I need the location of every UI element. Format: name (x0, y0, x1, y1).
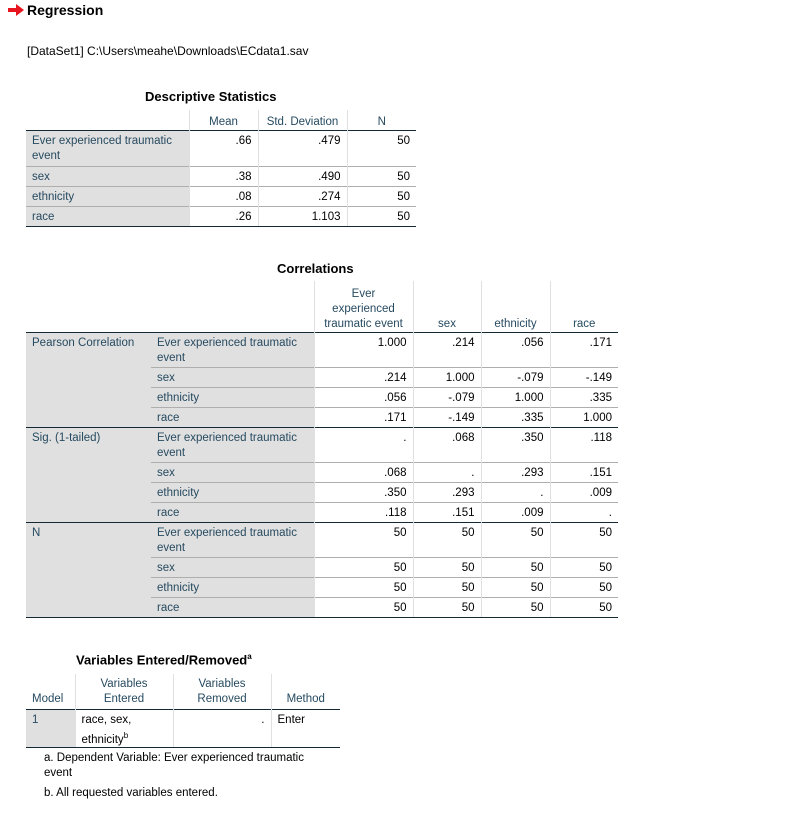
col-header: Mean (189, 110, 258, 130)
row-label: sex (151, 462, 314, 482)
cell: .08 (189, 186, 258, 206)
table-row (26, 206, 416, 226)
variables-entered-table (26, 674, 340, 748)
col-header: Std. Deviation (258, 110, 347, 130)
cell: 50 (550, 522, 618, 557)
cell: .293 (413, 482, 481, 502)
table-row (26, 709, 340, 748)
cell: 1.000 (481, 387, 550, 407)
table-row (26, 130, 416, 166)
cell: 50 (347, 166, 416, 186)
cell: .009 (550, 482, 618, 502)
footnote: b. All requested variables entered. (44, 787, 218, 799)
col-header: ethnicity (481, 281, 550, 332)
cell: Enter (271, 709, 340, 748)
cell: 50 (481, 522, 550, 557)
correlations-title: Correlations (277, 261, 354, 276)
col-header: Variables Entered (75, 674, 173, 709)
entered-superscript: b (123, 730, 129, 740)
cell: 50 (481, 597, 550, 617)
table-row (26, 186, 416, 206)
cell: .214 (413, 332, 481, 367)
cell: 50 (550, 597, 618, 617)
correlations-table (26, 281, 618, 618)
row-label: Ever experienced traumatic event (151, 522, 314, 557)
cell (75, 709, 173, 748)
row-label: ethnicity (151, 387, 314, 407)
row-label: Ever experienced traumatic event (26, 130, 189, 166)
row-label: sex (26, 166, 189, 186)
cell: -.079 (481, 367, 550, 387)
row-label: race (26, 206, 189, 226)
cell: .274 (258, 186, 347, 206)
row-label: sex (151, 557, 314, 577)
row-label: ethnicity (151, 482, 314, 502)
group-label: N (26, 522, 151, 617)
output-title (8, 2, 103, 18)
table-row (26, 427, 618, 462)
cell: .335 (550, 387, 618, 407)
cell: 50 (314, 557, 413, 577)
footnote: a. Dependent Variable: Ever experienced traumatic event (44, 752, 304, 779)
table-row (26, 522, 618, 557)
cell: .38 (189, 166, 258, 186)
cell: .479 (258, 130, 347, 166)
row-label: ethnicity (151, 577, 314, 597)
cell: .118 (550, 427, 618, 462)
row-label: Ever experienced traumatic event (151, 427, 314, 462)
cell: .056 (481, 332, 550, 367)
variables-entered-title (76, 652, 252, 667)
right-arrow-icon (8, 4, 24, 16)
cell: .335 (481, 407, 550, 427)
cell: . (314, 427, 413, 462)
col-header: race (550, 281, 618, 332)
cell: .350 (314, 482, 413, 502)
cell: 50 (481, 557, 550, 577)
row-label: race (151, 502, 314, 522)
cell: 50 (347, 206, 416, 226)
cell: 50 (550, 577, 618, 597)
cell: 50 (550, 557, 618, 577)
cell: .26 (189, 206, 258, 226)
col-header: Model (32, 692, 64, 705)
cell: 50 (481, 577, 550, 597)
cell: .66 (189, 130, 258, 166)
cell: .171 (550, 332, 618, 367)
cell: 50 (347, 186, 416, 206)
cell: 1.103 (258, 206, 347, 226)
cell: .490 (258, 166, 347, 186)
cell: .293 (481, 462, 550, 482)
cell: .118 (314, 502, 413, 522)
cell: . (173, 709, 271, 748)
cell: 50 (314, 577, 413, 597)
group-label: Pearson Correlation (26, 332, 151, 427)
cell: .151 (413, 502, 481, 522)
descriptives-title: Descriptive Statistics (145, 89, 277, 104)
row-label: Ever experienced traumatic event (151, 332, 314, 367)
col-header: Ever experienced traumatic event (314, 281, 413, 332)
group-label: Sig. (1-tailed) (26, 427, 151, 522)
row-label: ethnicity (26, 186, 189, 206)
col-header: Method (271, 674, 340, 709)
cell: .350 (481, 427, 550, 462)
cell: -.149 (550, 367, 618, 387)
cell: 50 (413, 577, 481, 597)
col-header: sex (413, 281, 481, 332)
row-label: race (151, 407, 314, 427)
cell: 50 (314, 597, 413, 617)
cell: .151 (550, 462, 618, 482)
cell: 1.000 (314, 332, 413, 367)
cell: .009 (481, 502, 550, 522)
title-superscript: a (247, 652, 252, 661)
row-label: sex (151, 367, 314, 387)
cell: 50 (413, 522, 481, 557)
cell: .068 (413, 427, 481, 462)
variables-entered-title-text: Variables Entered/Removed (76, 652, 248, 668)
cell: . (413, 462, 481, 482)
cell: 50 (314, 522, 413, 557)
col-header: N (347, 110, 416, 130)
col-header: Variables Removed (173, 674, 271, 709)
row-label: 1 (26, 709, 75, 748)
cell: .068 (314, 462, 413, 482)
cell: 50 (347, 130, 416, 166)
cell: . (481, 482, 550, 502)
dataset-path: [DataSet1] C:\Users\meahe\Downloads\ECdata1.sav (27, 44, 309, 58)
cell: 50 (413, 557, 481, 577)
cell: 1.000 (413, 367, 481, 387)
cell: .171 (314, 407, 413, 427)
cell: 50 (413, 597, 481, 617)
cell: -.149 (413, 407, 481, 427)
cell: 1.000 (550, 407, 618, 427)
descriptives-table (26, 110, 416, 227)
cell: .056 (314, 387, 413, 407)
cell: -.079 (413, 387, 481, 407)
row-label: race (151, 597, 314, 617)
entered-text: race, sex, ethnicity (81, 713, 132, 746)
table-row (26, 332, 618, 367)
table-row (26, 166, 416, 186)
title-text: Regression (27, 2, 104, 18)
cell: . (550, 502, 618, 522)
cell: .214 (314, 367, 413, 387)
